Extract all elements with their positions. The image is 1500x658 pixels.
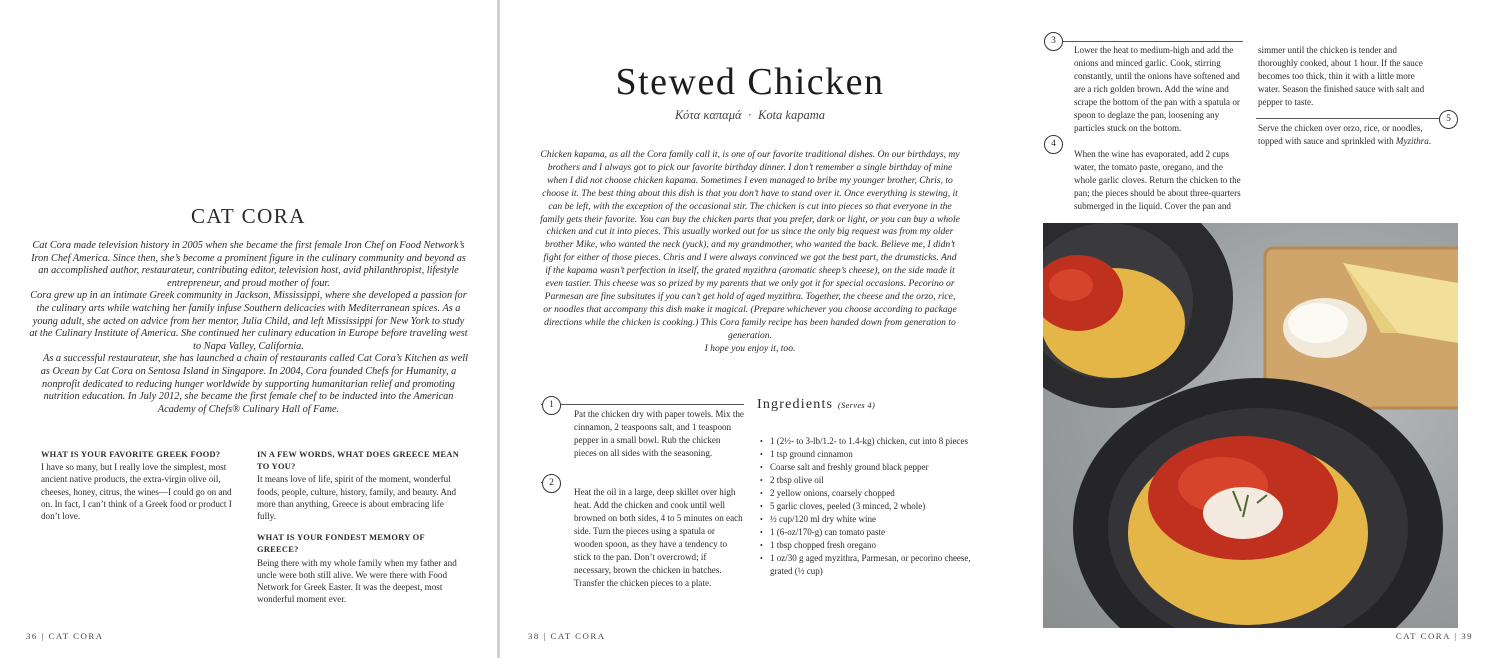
ingredient-item: • 2 tbsp olive oil [760, 474, 975, 487]
recipe-subtitle [500, 108, 1000, 123]
qa-block [257, 532, 460, 605]
step-2-text: Heat the oil in a large, deep skillet over high heat. Add the chicken and cook until well browned on both sides, 4 to 5 minutes on each side. Turn the pieces using a spatula or wooden spoon, as they have a tendency to stick to the pan. Don’t overcrowd; if necessary, brown the chicken in batches. Transfer the chicken pieces to a plate. [574, 487, 743, 588]
qa-question: WHAT IS YOUR FAVORITE GREEK FOOD? [41, 450, 221, 459]
ingredient-item: • 1 (6-oz/170-g) can tomato paste [760, 526, 975, 539]
step-5-text-cheese: Myzithra [1395, 136, 1429, 146]
step-5-text-main: Serve the chicken over orzo, rice, or noodles, topped with sauce and sprinkled with [1258, 123, 1423, 146]
ingredient-item: • 1 tsp ground cinnamon [760, 448, 975, 461]
step-number-circle-icon: 4 [1044, 135, 1063, 154]
qa-column-left [41, 449, 237, 532]
bio-paragraph: As a successful restaurateur, she has launched a chain of restaurants called Cat Cora’s Kitchen as well as Ocean by Cat Cora on Sentosa Island in Singapore. In 2004, Cora founded Chefs for Humanity, a nonprofit dedicated to reducing hunger worldwide by supporting humanitarian relief and promoting nutrition education. In July 2012, she became the first female chef to be inducted into the American Academy of Chefs® Culinary Hall of Fame. [40, 353, 468, 415]
step-rule [1044, 41, 1243, 42]
step-5-text [1258, 122, 1438, 148]
ingredient-item: • Coarse salt and freshly ground black pepper [760, 461, 975, 474]
ingredient-item: • 1 oz/30 g aged myzithra, Parmesan, or pecorino cheese, grated (½ cup) [760, 552, 975, 578]
step-4-text: When the wine has evaporated, add 2 cups water, the tomato paste, oregano, and the whole garlic cloves. Return the chicken to the pan; the pieces should be about three-quarters submerged in the liquid. Cover the pan and [1074, 149, 1241, 211]
step-number-circle-icon: 1 [542, 396, 561, 415]
page-folio-39: CAT CORA | 39 [1395, 631, 1473, 641]
intro-text: Chicken kapama, as all the Cora family call it, is one of our favorite traditional dishes. On our birthdays, my brothers and I always got to pick our favorite birthday dinner. I don’t remember a single birthday of mine when I did not choose chicken kapama. Sometimes I even managed to bribe my younger brother, Chris, to choose it. The best thing about this dish is that you don’t have to stand over it. Once everything is stewing, it can be left, with the exception of the occasional stir. The chicken is cut into pieces so that everyone in the family gets their favorite. You can buy the chicken parts that you prefer, dark or light, or you can buy a whole chicken and cut it into pieces. This usually worked out for us since the only big request was from my older brother Mike, who wanted the neck (yuck), and my grandmother, who wanted the back. Believe me, I didn’t fight for either of those pieces. Chris and I were always convinced we got the best part, the drumsticks. And if the kapama wasn’t perfection in itself, the grated myzithra (aromatic sheep’s cheese), on the side made it even tastier. This cheese was so prized by my parents that we only got it for special occasions. Pecorino or Parmesan are fine subsitutes if you can’t get hold of aged myzithra. Together, the cheese and the orzo, rice, or noodles that accompany this dish make it magical. (Prepare whichever you choose according to package directions while the chicken is cooking.) This Cora family recipe has been handed down from generation to generation. [540, 149, 960, 341]
serves-count: (Serves 4) [837, 400, 876, 410]
qa-question: IN A FEW WORDS, WHAT DOES GREECE MEAN TO YOU? [257, 450, 460, 472]
ingredients-list [760, 435, 975, 578]
qa-column-right [257, 449, 460, 615]
qa-answer: It means love of life, spirit of the moment, wonderful foods, people, culture, history, family, and beauty. And more than anything, Greece is about embracing life fully. [257, 474, 457, 522]
page-folio-38: 38 | CAT CORA [528, 631, 606, 641]
ingredient-item: • ½ cup/120 ml dry white wine [760, 513, 975, 526]
ingredient-item: • 1 (2½- to 3-lb/1.2- to 1.4-kg) chicken, cut into 8 pieces [760, 435, 975, 448]
page-folio-36: 36 | CAT CORA [26, 631, 104, 641]
qa-question: WHAT IS YOUR FONDEST MEMORY OF GREECE? [257, 533, 425, 555]
ingredient-item: • 1 tbsp chopped fresh oregano [760, 539, 975, 552]
recipe-title: Stewed Chicken [615, 61, 885, 103]
subtitle-latin: Kota kapama [758, 108, 826, 122]
ingredients-heading [757, 397, 875, 413]
step-number-circle-icon: 2 [542, 474, 561, 493]
qa-block [41, 449, 237, 522]
bio-paragraph: Cat Cora made television history in 2005 when she became the first female Iron Chef on Food Network’s Iron Chef America. Since then, she’s become a prominent figure in the culinary community and beyond as an accomplished author, restaurateur, contributing editor, television host, avid philanthropist, lifestyle entrepreneur, and proud mother of four. [31, 240, 466, 289]
subtitle-separator: · [747, 108, 752, 122]
dish-photo-illustration [1043, 223, 1458, 628]
top-sauce-highlight [1049, 269, 1093, 301]
qa-answer: Being there with my whole family when my father and uncle were both still alive. We were there with Food Network for Greek Easter. It was the deepest, most wonderful moment ever. [257, 557, 457, 605]
dish-photo [1043, 223, 1458, 628]
step-number-circle-icon: 5 [1439, 110, 1458, 129]
chef-name-heading: CAT CORA [191, 204, 306, 228]
grated-cheese-highlight [1288, 303, 1348, 343]
step-5-text-end: . [1428, 136, 1432, 146]
bio-paragraph: Cora grew up in an intimate Greek community in Jackson, Mississippi, where she developed a passion for the culinary arts while watching her family infuse Southern delicacies with Mediterranean spices. As a young adult, she acted on advice from her mentor, Julia Child, and left Mississippi for New York to study at the Culinary Institute of America. She continued her culinary education in Europe before traveling west to Napa Valley, California. [29, 290, 468, 352]
intro-closing: I hope you enjoy it, too. [704, 342, 796, 354]
step-3-text: Lower the heat to medium-high and add the onions and minced garlic. Cook, stirring constantly, until the onions have softened and are a rich golden brown. Add the wine and scrape the bottom of the pan with a spatula or spoon to deglaze the pan, loosening any particles stuck on the bottom. [1074, 45, 1240, 133]
ingredients-title: Ingredients [757, 397, 834, 412]
step-rule [1256, 118, 1449, 119]
recipe-intro [540, 149, 960, 356]
ingredient-item: • 5 garlic cloves, peeled (3 minced, 2 whole) [760, 500, 975, 513]
qa-block [257, 449, 460, 522]
step-number-circle-icon: 3 [1044, 32, 1063, 51]
step-rule [541, 404, 744, 405]
ingredient-item: • 2 yellow onions, coarsely chopped [760, 487, 975, 500]
step-4-continued-text: simmer until the chicken is tender and thoroughly cooked, about 1 hour. If the sauce becomes too thick, thin it with a little more water. Season the finished sauce with salt and pepper to taste. [1258, 45, 1425, 107]
subtitle-greek: Κότα καπαμά [674, 108, 742, 122]
step-1-text: Pat the chicken dry with paper towels. Mix the cinnamon, 2 teaspoons salt, and 1 teaspoon pepper in a small bowl. Rub the chicken pieces on all sides with the seasoning. [574, 409, 744, 458]
qa-answer: I have so many, but I really love the simplest, most ancient native products, the extra-virgin olive oil, cheeses, honey, citrus, the wines—I could go on and on. In fact, I can’t think of a Greek food or product I don’t love. [41, 462, 232, 522]
chef-bio [28, 240, 469, 416]
